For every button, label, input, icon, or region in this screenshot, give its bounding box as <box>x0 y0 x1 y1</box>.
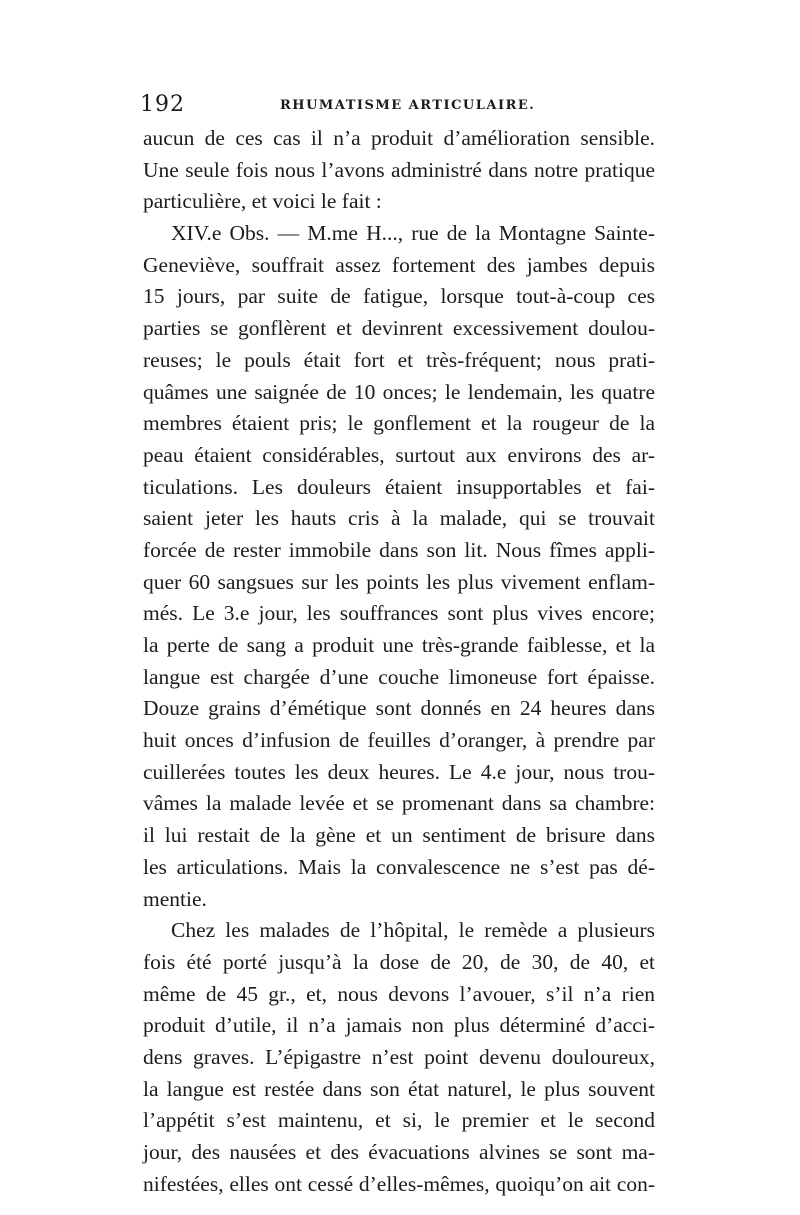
text-line: vâmes la malade levée et se promenant dans sa chambre: <box>143 791 655 816</box>
page-number: 192 <box>140 92 185 117</box>
text-line: la langue est restée dans son état naturel, le plus souvent <box>143 1076 655 1101</box>
text-line: quâmes une saignée de 10 onces; le lendemain, les quatre <box>143 379 655 404</box>
text-line: Une seule fois nous l’avons administré dans notre pratique <box>143 157 655 182</box>
paragraph-start-line: Chez les malades de l’hôpital, le remède a plusieurs <box>171 918 655 943</box>
text-line: produit d’utile, il n’a jamais non plus déterminé d’acci- <box>143 1013 655 1038</box>
running-title: RHUMATISME ARTICULAIRE. <box>280 98 536 113</box>
text-line: mentie. <box>143 886 207 911</box>
text-line: nifestées, elles ont cessé d’elles-mêmes, quoiqu’on ait con- <box>143 1171 655 1196</box>
text-line: Geneviève, souffrait assez fortement des jambes depuis <box>143 252 655 277</box>
text-line: même de 45 gr., et, nous devons l’avouer, s’il n’a rien <box>143 981 655 1006</box>
text-line: la perte de sang a produit une très-grande faiblesse, et la <box>143 633 655 657</box>
text-line: dens graves. L’épigastre n’est point devenu douloureux, <box>143 1044 655 1069</box>
body-text <box>143 123 655 1200</box>
text-line: particulière, et voici le fait : <box>143 189 382 214</box>
text-line: il lui restait de la gène et un sentiment de brisure dans <box>143 823 655 848</box>
text-line: ticulations. Les douleurs étaient insupportables et fai- <box>143 474 655 499</box>
text-line: Douze grains d’émétique sont donnés en 24 heures dans <box>143 696 655 721</box>
text-line: l’appétit s’est maintenu, et si, le premier et le second <box>143 1108 655 1133</box>
text-line: membres étaient pris; le gonflement et la rougeur de la <box>143 411 655 436</box>
text-line: reuses; le pouls était fort et très-fréquent; nous prati- <box>143 347 655 372</box>
text-line: quer 60 sangsues sur les points les plus vivement enflam- <box>143 569 655 594</box>
text-line: saient jeter les hauts cris à la malade, qui se trouvait <box>143 506 655 531</box>
text-line: langue est chargée d’une couche limoneuse fort épaisse. <box>143 664 655 689</box>
text-line: fois été porté jusqu’à la dose de 20, de 30, de 40, et <box>143 949 655 974</box>
text-line: forcée de rester immobile dans son lit. Nous fîmes appli- <box>143 537 655 562</box>
text-line: les articulations. Mais la convalescence ne s’est pas dé- <box>143 854 655 879</box>
text-line: peau étaient considérables, surtout aux environs des ar- <box>143 442 655 467</box>
text-line: jour, des nausées et des évacuations alvines se sont ma- <box>143 1140 655 1164</box>
text-line: aucun de ces cas il n’a produit d’amélioration sensible. <box>143 126 655 150</box>
text-line: cuillerées toutes les deux heures. Le 4.e jour, nous trou- <box>143 759 655 784</box>
text-line: 15 jours, par suite de fatigue, lorsque tout-à-coup ces <box>143 284 655 309</box>
text-line: més. Le 3.e jour, les souffrances sont plus vives encore; <box>143 601 655 626</box>
text-line: parties se gonflèrent et devinrent excessivement doulou- <box>143 316 655 341</box>
page-header <box>140 92 655 122</box>
text-line: huit onces d’infusion de feuilles d’oranger, à prendre par <box>143 728 655 753</box>
observation-heading-line: XIV.e Obs. — M.me H..., rue de la Montagne Sainte- <box>171 221 655 246</box>
